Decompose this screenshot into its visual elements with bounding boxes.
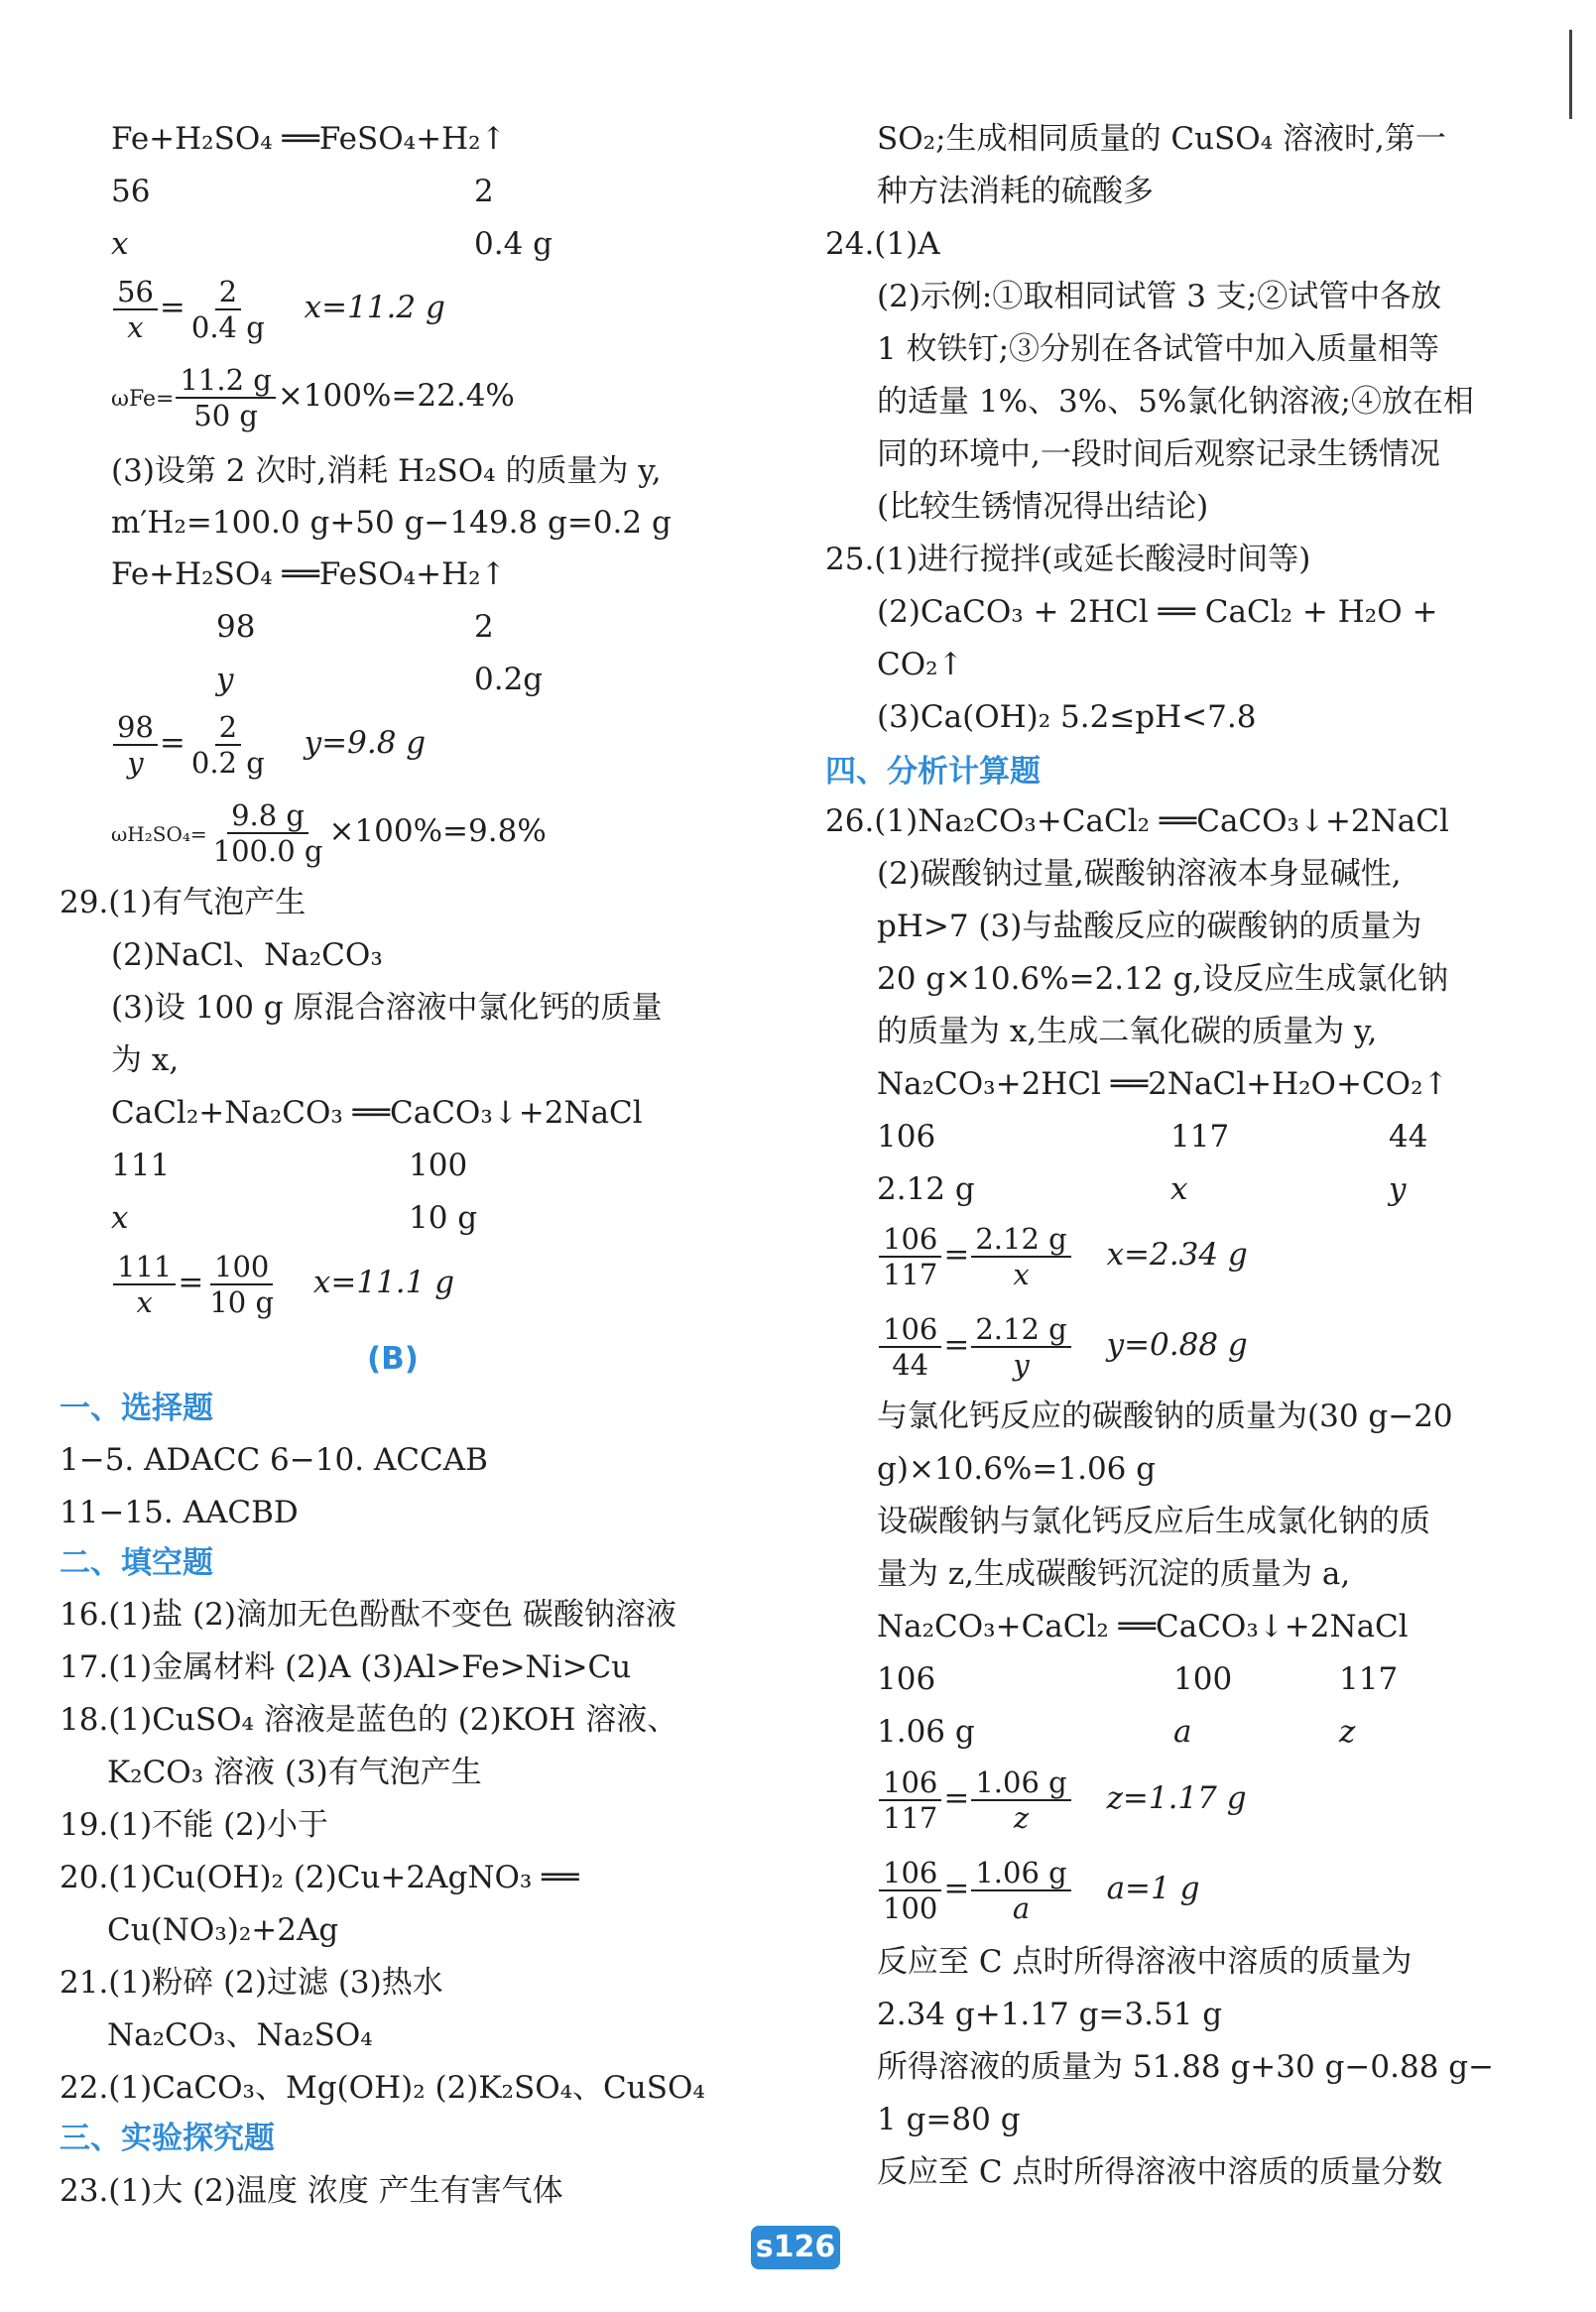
equation-line: CO₂↑ bbox=[877, 647, 964, 682]
equation-line: (2)CaCO₃ + 2HCl ══ CaCl₂ + H₂O + bbox=[877, 594, 1438, 630]
text-line: (2)NaCl、Na₂CO₃ bbox=[111, 937, 383, 973]
text-line: 与氯化钙反应的碳酸钠的质量为(30 g−20 bbox=[877, 1399, 1453, 1434]
text-line: pH>7 (3)与盐酸反应的碳酸钠的质量为 bbox=[877, 909, 1422, 944]
answer-line: Na₂CO₃、Na₂SO₄ bbox=[107, 2017, 373, 2053]
calc-value: 106 bbox=[877, 1119, 936, 1155]
question-25: 25.(1)进行搅拌(或延长酸浸时间等) bbox=[825, 542, 1311, 577]
text-line: m′H₂=100.0 g+50 g−149.8 g=0.2 g bbox=[111, 505, 672, 541]
question-26: 26.(1)Na₂CO₃+CaCl₂ ══CaCO₃↓+2NaCl bbox=[825, 803, 1449, 839]
calc-value: y bbox=[1389, 1171, 1407, 1207]
text-line: (比较生锈情况得出结论) bbox=[877, 489, 1209, 525]
calc-value: 2 bbox=[474, 174, 494, 209]
mass-fraction-line: ωH₂SO₄= $\frac{9.8 g}{100.0 g}$ ×100%=9.8% bbox=[111, 797, 547, 868]
text-line: 1 g=80 g bbox=[877, 2102, 1021, 2137]
calc-value: x bbox=[111, 1200, 129, 1236]
calc-value: 2 bbox=[474, 609, 494, 645]
calc-value: 56 bbox=[111, 174, 151, 209]
text-line: (3)设第 2 次时,消耗 H₂SO₄ 的质量为 y, bbox=[111, 453, 662, 489]
mass-fraction-line: ωFe= $\frac{11.2 g}{50 g}$ ×100%=22.4% bbox=[111, 362, 515, 432]
proportion-line: $\frac{106}{100}$ = $\frac{1.06 g}{a}$ a=1 g bbox=[877, 1854, 1199, 1925]
proportion-line: $\frac{56}{x}$ = $\frac{2}{0.4 g}$ x=11.2 g bbox=[111, 273, 445, 344]
calc-value: x bbox=[111, 226, 129, 262]
proportion-line: $\frac{111}{x}$ = $\frac{100}{10 g}$ x=11.1 g bbox=[111, 1248, 454, 1319]
text-line: 的质量为 x,生成二氧化碳的质量为 y, bbox=[877, 1014, 1378, 1049]
section-heading: 二、填空题 bbox=[60, 1545, 213, 1581]
text-line: 反应至 C 点时所得溶液中溶质的质量为 bbox=[877, 1944, 1412, 1980]
text-line: 所得溶液的质量为 51.88 g+30 g−0.88 g− bbox=[877, 2049, 1495, 2085]
answer-line: 16.(1)盐 (2)滴加无色酚酞不变色 碳酸钠溶液 bbox=[60, 1597, 676, 1633]
equation-line: CaCl₂+Na₂CO₃ ══CaCO₃↓+2NaCl bbox=[111, 1095, 643, 1131]
text-line: 的适量 1%、3%、5%氯化钠溶液;④放在相 bbox=[877, 384, 1474, 420]
text-line: SO₂;生成相同质量的 CuSO₄ 溶液时,第一 bbox=[877, 121, 1446, 157]
calc-value: 44 bbox=[1389, 1119, 1428, 1155]
calc-value: 117 bbox=[1170, 1119, 1230, 1155]
section-heading: 四、分析计算题 bbox=[825, 754, 1041, 790]
answer-line: 17.(1)金属材料 (2)A (3)Al>Fe>Ni>Cu bbox=[60, 1649, 632, 1685]
calc-value: 0.4 g bbox=[474, 226, 552, 262]
text-line: (2)示例:①取相同试管 3 支;②试管中各放 bbox=[877, 279, 1442, 314]
answer-line: 18.(1)CuSO₄ 溶液是蓝色的 (2)KOH 溶液、 bbox=[60, 1702, 678, 1738]
section-heading: 一、选择题 bbox=[60, 1391, 213, 1426]
answer-line: K₂CO₃ 溶液 (3)有气泡产生 bbox=[107, 1755, 482, 1790]
answer-line: Cu(NO₃)₂+2Ag bbox=[107, 1912, 339, 1948]
answer-line: 19.(1)不能 (2)小于 bbox=[60, 1807, 328, 1843]
calc-value: 117 bbox=[1339, 1661, 1399, 1697]
text-line: (3)Ca(OH)₂ 5.2≤pH<7.8 bbox=[877, 699, 1257, 735]
equation-line: Fe+H₂SO₄ ══FeSO₄+H₂↑ bbox=[111, 556, 507, 592]
equation-line: Na₂CO₃+CaCl₂ ══CaCO₃↓+2NaCl bbox=[877, 1609, 1409, 1644]
answer-line: 21.(1)粉碎 (2)过滤 (3)热水 bbox=[60, 1965, 443, 2001]
calc-value: z bbox=[1339, 1714, 1356, 1750]
text-line: 同的环境中,一段时间后观察记录生锈情况 bbox=[877, 436, 1440, 472]
text-line: 为 x, bbox=[111, 1042, 180, 1078]
text-line: 量为 z,生成碳酸钙沉淀的质量为 a, bbox=[877, 1556, 1351, 1592]
text-line: (3)设 100 g 原混合溶液中氯化钙的质量 bbox=[111, 990, 663, 1026]
text-line: 设碳酸钠与氯化钙反应后生成氯化钠的质 bbox=[877, 1504, 1430, 1539]
calc-value: y bbox=[216, 662, 234, 697]
text-line: 2.34 g+1.17 g=3.51 g bbox=[877, 1997, 1223, 2032]
equation-line: Na₂CO₃+2HCl ══2NaCl+H₂O+CO₂↑ bbox=[877, 1066, 1449, 1102]
answer-line: 1−5. ADACC 6−10. ACCAB bbox=[60, 1442, 488, 1478]
proportion-line: $\frac{106}{117}$ = $\frac{1.06 g}{z}$ z=1.17 g bbox=[877, 1764, 1247, 1835]
calc-value: 2.12 g bbox=[877, 1171, 975, 1207]
page-number-badge: s126 bbox=[751, 2226, 840, 2269]
page-edge-mark bbox=[1569, 30, 1572, 119]
text-line: 20 g×10.6%=2.12 g,设反应生成氯化钠 bbox=[877, 961, 1449, 997]
calc-value: a bbox=[1173, 1714, 1192, 1750]
answer-line: 11−15. AACBD bbox=[60, 1495, 299, 1530]
answer-line: 20.(1)Cu(OH)₂ (2)Cu+2AgNO₃ ══ bbox=[60, 1860, 579, 1895]
calc-value: x bbox=[1170, 1171, 1188, 1207]
section-heading: 三、实验探究题 bbox=[60, 2121, 275, 2156]
proportion-line: $\frac{98}{y}$ = $\frac{2}{0.2 g}$ y=9.8 g bbox=[111, 708, 426, 780]
calc-value: 100 bbox=[409, 1148, 468, 1183]
question-29: 29.(1)有气泡产生 bbox=[60, 885, 307, 920]
text-line: (2)碳酸钠过量,碳酸钠溶液本身显碱性, bbox=[877, 856, 1402, 892]
answer-line: 22.(1)CaCO₃、Mg(OH)₂ (2)K₂SO₄、CuSO₄ bbox=[60, 2070, 705, 2106]
text-line: g)×10.6%=1.06 g bbox=[877, 1451, 1157, 1487]
equation-line: Fe+H₂SO₄ ══FeSO₄+H₂↑ bbox=[111, 121, 507, 157]
calc-value: 98 bbox=[216, 609, 256, 645]
text-line: 种方法消耗的硫酸多 bbox=[877, 174, 1154, 209]
calc-value: 10 g bbox=[409, 1200, 478, 1236]
proportion-line: $\frac{106}{44}$ = $\frac{2.12 g}{y}$ y=0.88 g bbox=[877, 1310, 1248, 1382]
text-line: 反应至 C 点时所得溶液中溶质的质量分数 bbox=[877, 2154, 1443, 2190]
calc-value: 106 bbox=[877, 1661, 936, 1697]
calc-value: 111 bbox=[111, 1148, 171, 1183]
proportion-line: $\frac{106}{117}$ = $\frac{2.12 g}{x}$ x=2.34 g bbox=[877, 1220, 1248, 1291]
text-line: 1 枚铁钉;③分别在各试管中加入质量相等 bbox=[877, 331, 1440, 367]
question-24: 24.(1)A bbox=[825, 226, 940, 262]
section-b-heading: (B) bbox=[367, 1341, 419, 1377]
answer-line: 23.(1)大 (2)温度 浓度 产生有害气体 bbox=[60, 2173, 563, 2209]
calc-value: 0.2g bbox=[474, 662, 544, 697]
calc-value: 100 bbox=[1173, 1661, 1233, 1697]
calc-value: 1.06 g bbox=[877, 1714, 975, 1750]
